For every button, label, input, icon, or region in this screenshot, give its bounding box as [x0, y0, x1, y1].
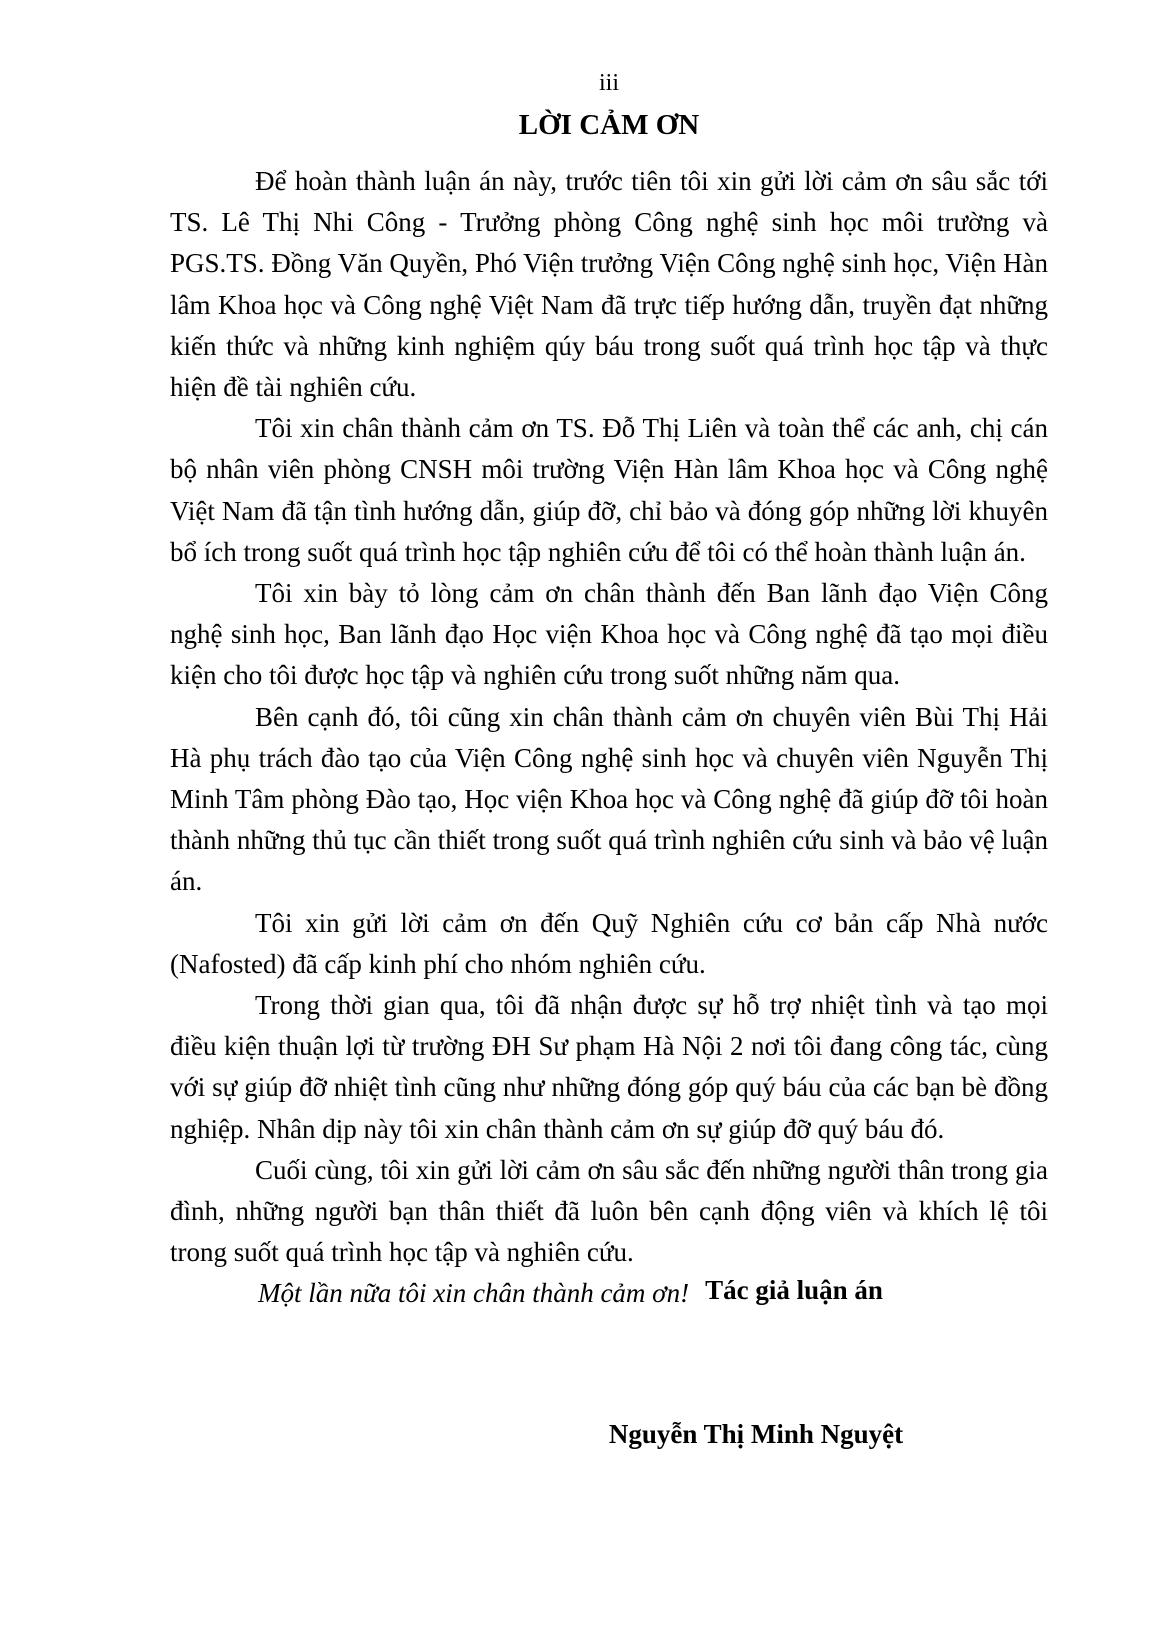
signature-role: Tác giả luận án: [705, 1275, 883, 1305]
paragraph: Cuối cùng, tôi xin gửi lời cảm ơn sâu sắc đến những người thân trong gia đình, những người bạn thân thiết đã luôn bên cạnh động viên và khích lệ tôi trong suốt quá trình học tập và nghiên cứu.: [170, 1154, 1048, 1268]
paragraph: Tôi xin bày tỏ lòng cảm ơn chân thành đến Ban lãnh đạo Viện Công nghệ sinh học, Ban lãnh đạo Học viện Khoa học và Công nghệ đã tạo mọi điều kiện cho tôi được học tập và nghiên cứu trong suốt những năm qua.: [170, 578, 1048, 691]
page-title: LỜI CẢM ƠN: [518, 109, 700, 141]
paragraph: Để hoàn thành luận án này, trước tiên tôi xin gửi lời cảm ơn sâu sắc tới TS. Lê Thị Nhi Công - Trưởng phòng Công nghệ sinh học môi trường và PGS.TS. Đồng Văn Quyền, Phó Viện trưởng Viện Công nghệ sinh học, Viện Hàn lâm Khoa học và Công nghệ Việt Nam đã trực tiếp hướng dẫn, truyền đạt những kiến thức và những kinh nghiệm qúy báu trong suốt quá trình học tập và thực hiện đề tài nghiên cứu.: [170, 166, 1048, 403]
signature-name: Nguyễn Thị Minh Nguyệt: [608, 1419, 904, 1449]
paragraph: Bên cạnh đó, tôi cũng xin chân thành cảm ơn chuyên viên Bùi Thị Hải Hà phụ trách đào tạo của Viện Công nghệ sinh học và chuyên viên Nguyễn Thị Minh Tâm phòng Đào tạo, Học viện Khoa học và Công nghệ đã giúp đỡ tôi hoàn thành những thủ tục cần thiết trong suốt quá trình nghiên cứu sinh và bảo vệ luận án.: [170, 701, 1048, 897]
paragraph: Trong thời gian qua, tôi đã nhận được sự hỗ trợ nhiệt tình và tạo mọi điều kiện thuận lợi từ trường ĐH Sư phạm Hà Nội 2 nơi tôi đang công tác, cùng với sự giúp đỡ nhiệt tình cũng như những đóng góp quý báu của các bạn bè đồng nghiệp. Nhân dịp này tôi xin chân thành cảm ơn sự giúp đỡ quý báu đó.: [170, 990, 1048, 1144]
paragraph: Tôi xin gửi lời cảm ơn đến Quỹ Nghiên cứu cơ bản cấp Nhà nước (Nafosted) đã cấp kinh phí cho nhóm nghiên cứu.: [170, 907, 1048, 979]
page-number: iii: [598, 70, 619, 96]
document-body: [170, 161, 1048, 1315]
closing-line: Một lần nữa tôi xin chân thành cảm ơn!: [258, 1278, 690, 1309]
paragraph: Tôi xin chân thành cảm ơn TS. Đỗ Thị Liên và toàn thể các anh, chị cán bộ nhân viên phòng CNSH môi trường Viện Hàn lâm Khoa học và Công nghệ Việt Nam đã tận tình hướng dẫn, giúp đỡ, chỉ bảo và đóng góp những lời khuyên bổ ích trong suốt quá trình học tập nghiên cứu để tôi có thể hoàn thành luận án.: [170, 413, 1048, 567]
